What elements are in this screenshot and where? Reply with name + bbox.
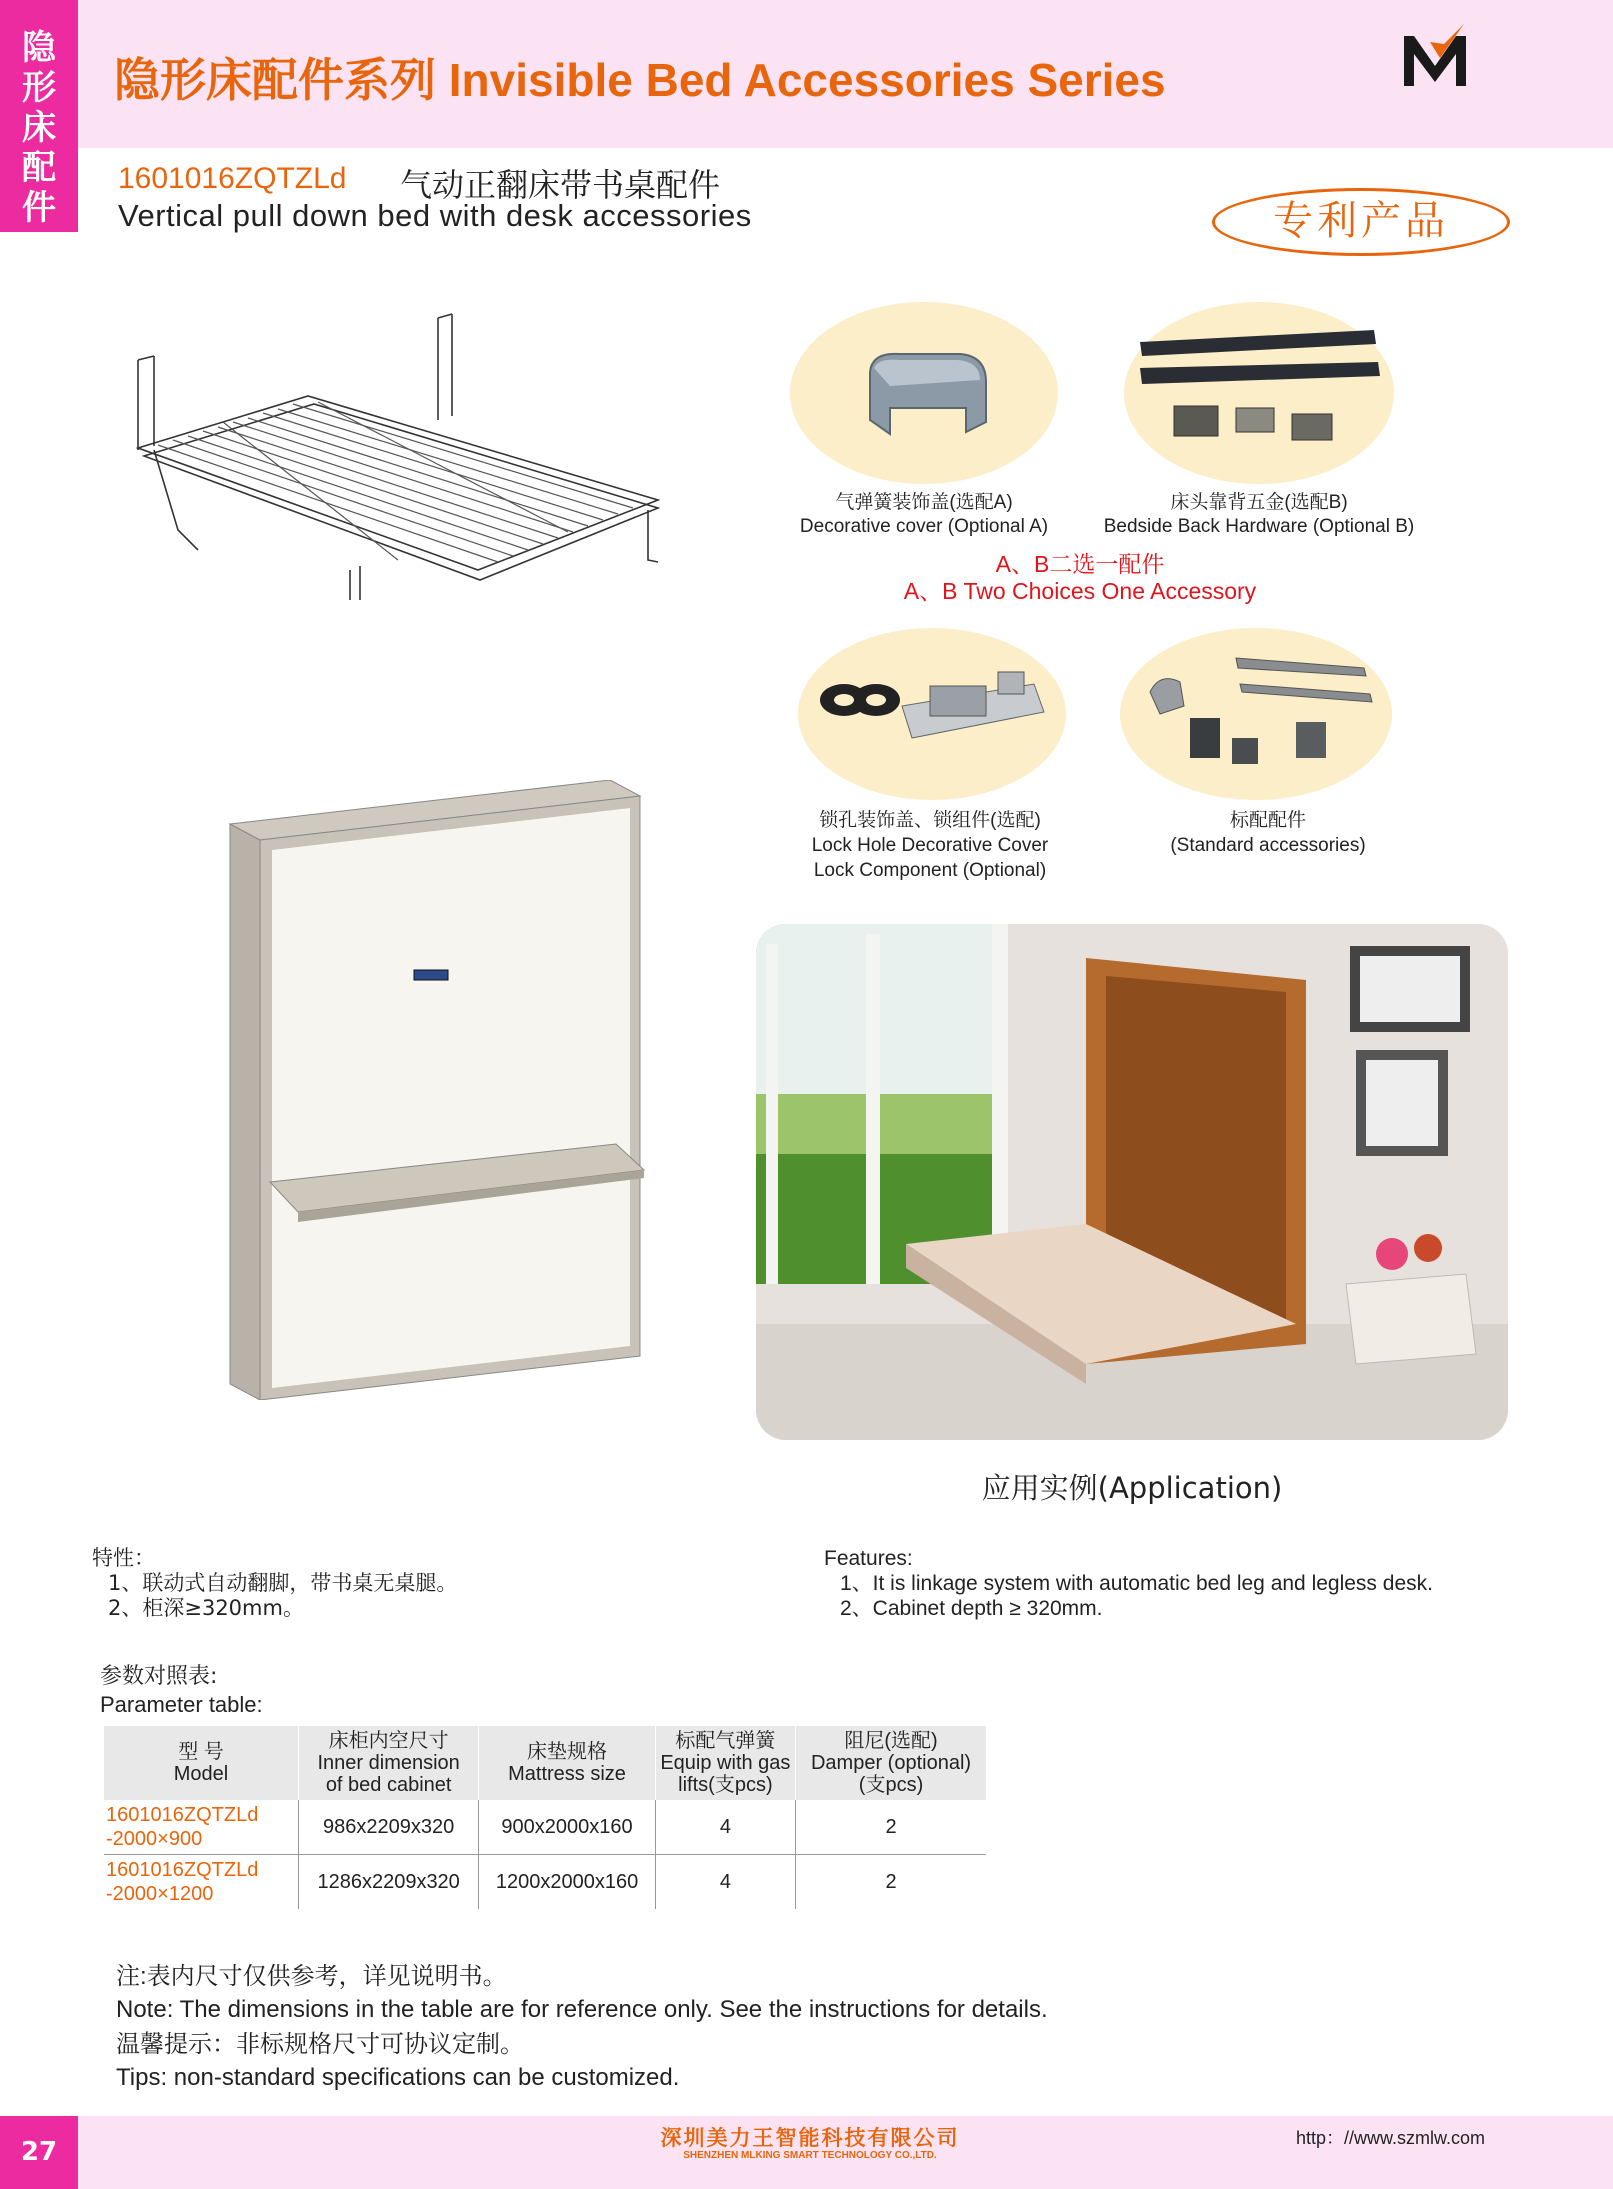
cell-mattress-size: 1200x2000x160	[479, 1855, 655, 1910]
lock-caption-en-2: Lock Component (Optional)	[813, 860, 1047, 881]
param-table-title-cn: 参数对照表:	[100, 1664, 218, 1689]
application-photo	[756, 924, 1508, 1440]
column-header-inner-dimension: 床柜内空尺寸 Inner dimension of bed cabinet	[298, 1726, 478, 1800]
features-en-item-2: 2、Cabinet depth ≥ 320mm.	[840, 1597, 1103, 1620]
param-table-title-en: Parameter table:	[100, 1692, 263, 1717]
cell-model: 1601016ZQTZLd -2000×900	[104, 1800, 298, 1855]
features-cn-item-2: 2、柜深≥320mm。	[108, 1596, 304, 1620]
accessory-b-caption-cn: 床头靠背五金(选配B)	[1170, 492, 1348, 513]
accessory-b-image	[1124, 302, 1394, 484]
cell-damper: 2	[796, 1800, 986, 1855]
website-link[interactable]: http：//www.szmlw.com	[1296, 2128, 1486, 2148]
choice-note-en: A、B Two Choices One Accessory	[903, 578, 1257, 604]
patent-badge: 专利产品	[1212, 188, 1510, 256]
cell-damper: 2	[796, 1855, 986, 1910]
page-number: 27	[0, 2116, 78, 2189]
company-name-cn: 深圳美力王智能科技有限公司	[660, 2126, 960, 2150]
standard-caption-cn: 标配配件	[1229, 810, 1306, 831]
note-en: Note: The dimensions in the table are for reference only. See the instructions for details.	[116, 1996, 1048, 2023]
side-tab-label: 隐形床配件	[22, 28, 56, 228]
table-header-row	[104, 1726, 986, 1800]
parameter-table	[104, 1726, 986, 1909]
product-name-en: Vertical pull down bed with desk accessories	[118, 198, 752, 233]
brand-logo-icon	[1400, 22, 1470, 90]
product-name-cn: 气动正翻床带书桌配件	[400, 166, 721, 204]
page-title: 隐形床配件系列 Invisible Bed Accessories Series	[114, 54, 1166, 106]
bed-frame-illustration	[118, 300, 678, 610]
note-cn: 注:表内尺寸仅供参考，详见说明书。	[116, 1963, 507, 1990]
cell-mattress-size: 900x2000x160	[479, 1800, 655, 1855]
accessory-a-image	[790, 302, 1058, 484]
standard-caption-en: (Standard accessories)	[1170, 835, 1366, 856]
lock-component-image	[798, 628, 1066, 800]
company-name-en: SHENZHEN MLKING SMART TECHNOLOGY CO.,LTD.	[683, 2150, 937, 2161]
table-row	[104, 1800, 986, 1855]
tips-en: Tips: non-standard specifications can be customized.	[116, 2064, 680, 2091]
column-header-model: 型 号 Model	[104, 1726, 298, 1800]
accessory-a-caption-cn: 气弹簧装饰盖(选配A)	[835, 492, 1013, 513]
cell-gas-lifts: 4	[655, 1855, 795, 1910]
cell-inner-dimension: 986x2209x320	[298, 1800, 478, 1855]
column-header-damper: 阻尼(选配) Damper (optional) (支pcs)	[796, 1726, 986, 1800]
features-en-title: Features:	[824, 1547, 913, 1570]
column-header-gas-lifts: 标配气弹簧 Equip with gas lifts(支pcs)	[655, 1726, 795, 1800]
cell-gas-lifts: 4	[655, 1800, 795, 1855]
accessory-a-caption-en: Decorative cover (Optional A)	[799, 516, 1049, 537]
choice-note-cn: A、B二选一配件	[995, 551, 1165, 577]
cabinet-with-desk-illustration	[226, 780, 646, 1400]
tips-cn: 温馨提示：非标规格尺寸可协议定制。	[116, 2031, 524, 2058]
application-caption: 应用实例(Application)	[981, 1471, 1283, 1505]
table-row	[104, 1855, 986, 1910]
cell-inner-dimension: 1286x2209x320	[298, 1855, 478, 1910]
lock-caption-cn: 锁孔装饰盖、锁组件(选配)	[819, 810, 1041, 831]
features-cn-title: 特性：	[92, 1546, 155, 1570]
product-code: 1601016ZQTZLd	[118, 162, 347, 195]
standard-accessories-image	[1120, 628, 1392, 800]
features-en-item-1: 1、It is linkage system with automatic bed leg and legless desk.	[840, 1572, 1433, 1595]
features-cn-item-1: 1、联动式自动翻脚，带书桌无桌腿。	[108, 1571, 458, 1595]
column-header-mattress-size: 床垫规格 Mattress size	[479, 1726, 655, 1800]
cell-model: 1601016ZQTZLd -2000×1200	[106, 1859, 259, 1905]
lock-caption-en-1: Lock Hole Decorative Cover	[811, 835, 1049, 856]
accessory-b-caption-en: Bedside Back Hardware (Optional B)	[1103, 516, 1415, 537]
